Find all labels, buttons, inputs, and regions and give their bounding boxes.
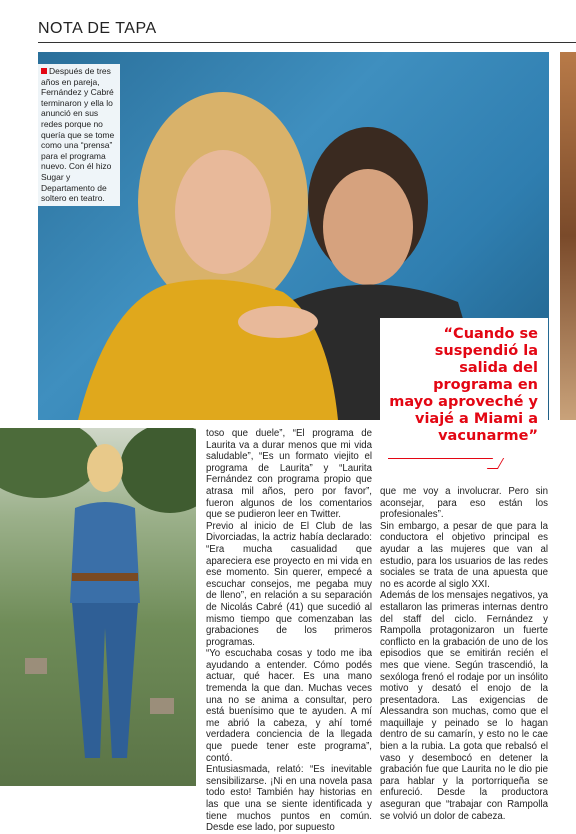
section-title: NOTA DE TAPA [38, 20, 157, 37]
caption-text: Después de tres años en pareja, Fernández y Cabré terminaron y ella lo anunció en sus redes porque no quería que se tome como una “prensa” para el programa nuevo. Con él hizo Sugar y Departamento de soltero en teatro. [41, 66, 115, 204]
pullquote-tick [487, 458, 504, 469]
pullquote: “Cuando se suspendió la salida del programa en mayo aproveché y viajé a Miami a vacunarme” [389, 326, 538, 444]
article-column-1 [206, 428, 372, 834]
paragraph: Previo al inicio de El Club de las Divorciadas, la actriz había declarado: “Era mucha casualidad que apareciera ese proyecto en mi vida en ese momento. Sin querer, empecé a escuchar consejos, me pegaba muy de lleno”, en relación a su separación de Nicolás Cabré (41) que sucedió al mismo tiempo que comenzaban las grabaciones de los primeros programas. [206, 520, 372, 648]
paragraph: Además de los mensajes negativos, ya estallaron las primeras internas dentro del staff del ciclo. Fernández y Rampolla protagonizaron un fuerte conflicto en la grabación de uno de los episodios que se emitirán recién el mes que viene. Según trascendió, la sexóloga frenó el rodaje por un insólito motivo y desató el enojo de la presentadora. Las exigencias de Alessandra son muchas, como que el maquillaje y peinado se lo hagan dentro de su camarín, y esto no le cae bien a la rubia. La gota que rebalsó el vaso y desembocó en detener la grabación fue que Laurita no le dio pie para hablar y la portorriqueña se enfureció. Desde la productora aseguran que “trabajar con Rampolla se volvió un dolor de cabeza. [380, 590, 549, 822]
article-column-2 [380, 486, 548, 822]
paragraph: Entusiasmada, relató: “Es inevitable sensibilizarse. ¡Ni en una novela pasa todo esto! También hay historias en las que una se siente identificada y tiene muchos puntos en común. Desde ese lado, por supuesto [206, 764, 372, 834]
paragraph: Sin embargo, a pesar de que para la conductora el objetivo principal es ayudar a las mujeres que van al estudio, para los usuarios de las redes sociales se trata de una apuesta que no es acorde al siglo XXI. [380, 520, 548, 590]
photo-caption [38, 64, 120, 206]
pullquote-rule [388, 458, 500, 459]
caption-square-icon [41, 68, 47, 74]
adjacent-page-edge [560, 52, 576, 420]
woman-photo-illustration [0, 428, 196, 786]
paragraph: que me voy a involucrar. Pero sin aconsejar, para eso están los profesionales”. [380, 486, 548, 521]
woman-photo [0, 428, 196, 786]
paragraph: toso que duele”, “El programa de Laurita va a durar menos que mi vida saludable”, “Es un formato viejito el programa de Laurita” y “Laurita Fernández con programa propio que atrasa mil años, pero por favor”, fueron algunos de los comentarios que se pudieron leer en Twitter. [206, 428, 372, 521]
section-header [38, 20, 576, 43]
paragraph: “Yo escuchaba cosas y todo me iba ayudando a entender. Cómo podés actuar, qué hacer. Es una mano tremenda la que dan. Muchas veces una no se anima a consultar, pero está buenísimo que te ayuden. A mí me abrió la cabeza, y ahí tomé verdadera conciencia de la llegada que puede tener este programa”, contó. [206, 648, 372, 764]
